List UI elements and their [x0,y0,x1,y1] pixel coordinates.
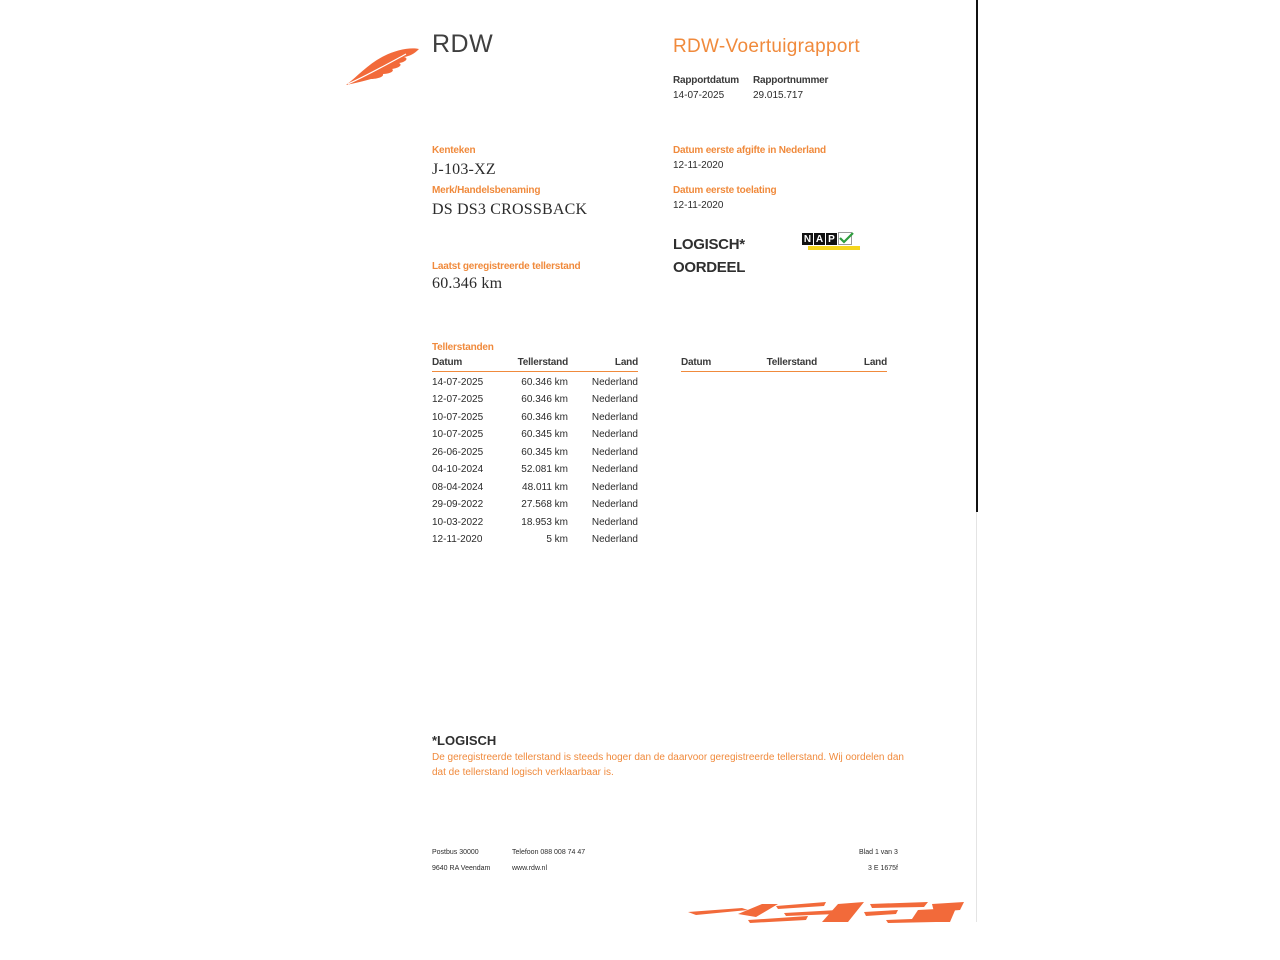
nap-logo [802,232,854,246]
row-tellerstand: 60.345 km [521,446,568,458]
tellerstand-value: 60.346 km [432,275,503,292]
row-tellerstand: 52.081 km [521,464,568,476]
afgifte-value: 12-11-2020 [673,160,724,171]
row-land: Nederland [591,481,638,493]
report-title: RDW-Voertuigrapport [673,36,860,57]
row-datum: 08-04-2024 [432,481,484,493]
row-land: Nederland [591,429,638,441]
oordeel-line-1: LOGISCH* [673,236,745,253]
column-header-tellerstand: Tellerstand [517,357,568,368]
footer-adres: 9640 RA Veendam [432,865,491,872]
column-header-datum-right: Datum [681,357,712,368]
rdw-stripes-decoration-icon [688,900,966,926]
table-row [432,494,638,511]
column-header-land-right: Land [863,357,887,368]
row-datum: 14-07-2025 [432,377,484,388]
row-datum: 26-06-2025 [432,446,484,458]
table-row [432,424,638,441]
rapportnummer-label: Rapportnummer [753,75,829,86]
row-datum: 29-09-2022 [432,499,484,511]
row-datum: 10-03-2022 [432,516,484,528]
tellerstanden-title: Tellerstanden [432,342,494,353]
row-tellerstand: 60.346 km [521,377,568,388]
row-tellerstand: 27.568 km [521,499,568,511]
explanation-heading: *LOGISCH [432,733,497,748]
footer-website-link[interactable]: www.rdw.nl [512,865,548,872]
explanation-line-2: dat de tellerstand logisch verklaarbaar is. [432,767,614,778]
row-land: Nederland [591,394,638,406]
footer-code: 3 E 1675f [868,865,898,872]
row-tellerstand: 48.011 km [522,481,568,493]
oordeel-line-2: OORDEEL [673,259,746,276]
brand-name: RDW [432,30,494,58]
table-row [432,389,638,406]
nap-yellow-bar [808,246,860,250]
page-edge-line-faint [976,512,977,922]
table-body [432,372,638,546]
merk-value: DS DS3 CROSSBACK [432,201,588,218]
toelating-value: 12-11-2020 [673,200,724,211]
toelating-label: Datum eerste toelating [673,185,777,196]
table-row [432,372,638,389]
column-header-tellerstand-right: Tellerstand [766,357,817,368]
table-header [432,357,638,372]
checkmark-icon [838,232,854,246]
row-datum: 12-11-2020 [432,533,483,545]
row-land: Nederland [591,516,638,528]
row-tellerstand: 5 km [546,533,568,545]
row-land: Nederland [591,446,638,458]
nap-letter-a: A [815,233,824,245]
row-tellerstand: 60.346 km [521,411,568,423]
row-land: Nederland [591,499,638,511]
row-land: Nederland [591,464,638,476]
oordeel-block [673,233,745,279]
page-edge-line [976,0,978,512]
nap-letter-p: P [826,233,837,245]
rapportdatum-value: 14-07-2025 [673,90,725,101]
row-tellerstand: 18.953 km [521,516,568,528]
tellerstanden-table-left [432,357,638,546]
rdw-feather-logo-icon [344,46,422,88]
explanation-line-1: De geregistreerde tellerstand is steeds hoger dan de daarvoor geregistreerde tellerstand. Wij oordelen dan [432,752,904,763]
row-tellerstand: 60.345 km [521,429,568,441]
kenteken-label: Kenteken [432,145,476,156]
row-datum: 10-07-2025 [432,411,484,423]
tellerstanden-table-right [681,357,887,372]
table-row [432,512,638,529]
row-land: Nederland [591,411,638,423]
table-header-right [681,357,887,372]
row-datum: 12-07-2025 [432,394,484,406]
row-datum: 04-10-2024 [432,464,484,476]
row-land: Nederland [591,377,638,388]
table-row [432,407,638,424]
footer-postbus: Postbus 30000 [432,849,479,856]
rapportnummer-value: 29.015.717 [753,90,804,101]
row-tellerstand: 60.346 km [521,394,568,406]
footer-page-number: Blad 1 van 3 [859,849,898,856]
table-row [432,529,638,546]
merk-label: Merk/Handelsbenaming [432,185,541,196]
row-land: Nederland [591,533,638,545]
table-row [432,459,638,476]
column-header-land: Land [614,357,638,368]
footer-telefoon: Telefoon 088 008 74 47 [512,849,586,856]
nap-letter-n: N [803,233,812,245]
column-header-datum: Datum [432,357,463,368]
afgifte-label: Datum eerste afgifte in Nederland [673,145,826,156]
table-row [432,477,638,494]
table-row [432,442,638,459]
tellerstand-label: Laatst geregistreerde tellerstand [432,261,581,272]
row-datum: 10-07-2025 [432,429,484,441]
kenteken-value: J-103-XZ [432,161,496,178]
rapportdatum-label: Rapportdatum [673,75,739,86]
